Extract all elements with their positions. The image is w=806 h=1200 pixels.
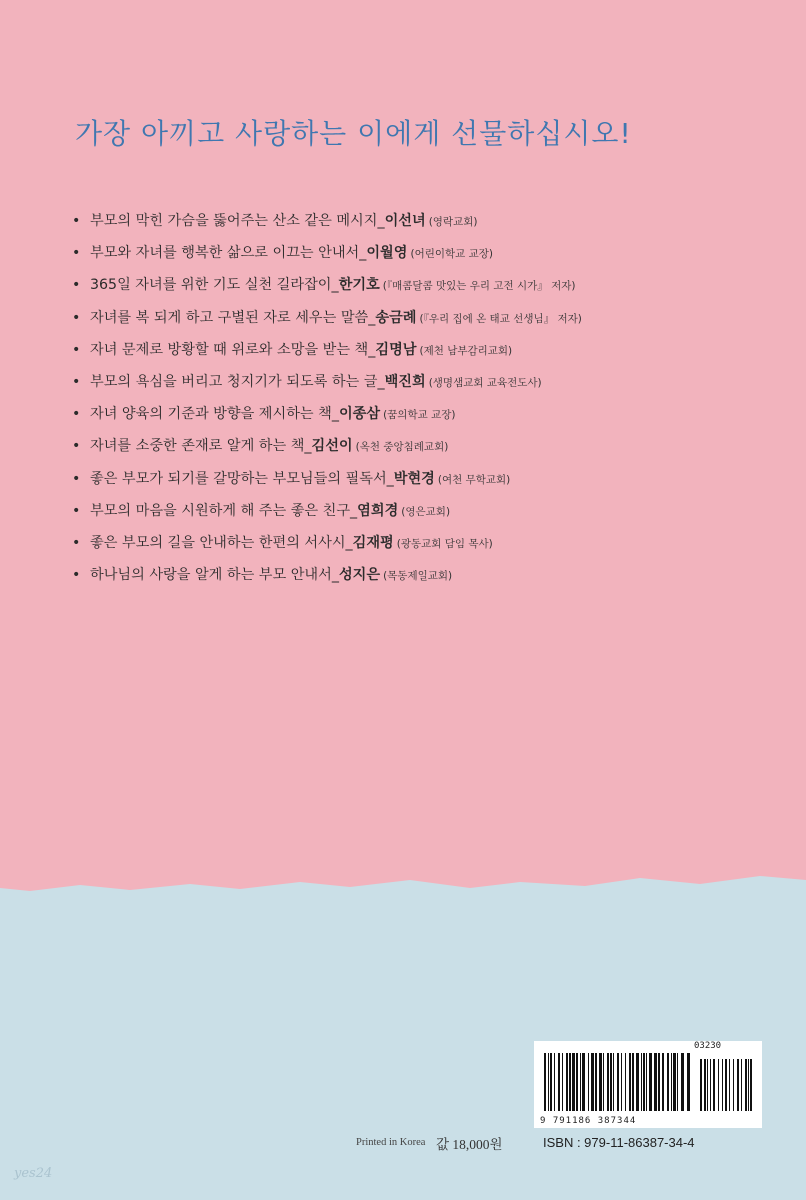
barcode-bars (542, 1053, 754, 1111)
endorser-name: 백진희 (384, 373, 426, 390)
endorser-name: 이월영 (366, 245, 408, 262)
bullet-icon: • (72, 567, 81, 584)
endorser-affiliation: (제천 남부감리교회) (419, 344, 513, 357)
endorser-name: 한기호 (338, 277, 380, 294)
list-item (72, 205, 772, 237)
list-item (72, 559, 772, 591)
endorser-affiliation: (영은교회) (401, 505, 451, 518)
endorsement-text: 자녀를 소중한 존재로 알게 하는 책_ (90, 438, 312, 455)
list-item (72, 398, 772, 430)
bullet-icon: • (72, 406, 81, 423)
headline: 가장 아끼고 사랑하는 이에게 선물하십시오! (75, 117, 632, 150)
endorser-name: 박현경 (393, 470, 435, 487)
bullet-icon: • (72, 502, 81, 519)
isbn: ISBN : 979-11-86387-34-4 (543, 1135, 695, 1150)
endorser-affiliation: (『우리 집에 온 태교 선생님』 저자) (419, 312, 582, 325)
endorsement-text: 하나님의 사랑을 알게 하는 부모 안내서_ (90, 567, 339, 584)
endorser-affiliation: (광동교회 담임 목사) (396, 537, 493, 550)
endorser-affiliation: (옥천 중앙침례교회) (355, 441, 449, 454)
endorser-affiliation: (어린이학교 교장) (410, 248, 493, 261)
list-item (72, 237, 772, 269)
bullet-icon: • (72, 245, 81, 262)
list-item (72, 366, 772, 398)
list-item (72, 495, 772, 527)
bullet-icon: • (72, 438, 81, 455)
list-item (72, 334, 772, 366)
endorser-name: 김명남 (375, 341, 417, 358)
endorsement-text: 부모의 막힌 가슴을 뚫어주는 산소 같은 메시지_ (90, 213, 385, 229)
barcode-addon: 03230 (694, 1041, 722, 1051)
bullet-icon: • (72, 341, 81, 358)
bullet-icon: • (72, 309, 81, 326)
printed-in: Printed in Korea (356, 1137, 426, 1148)
endorsement-text: 자녀를 복 되게 하고 구별된 자로 세우는 말씀_ (90, 309, 376, 326)
endorser-name: 성지은 (338, 567, 381, 584)
endorser-affiliation: (생명샘교회 교육전도사) (428, 376, 542, 389)
endorser-name: 송금례 (375, 309, 417, 326)
watermark-logo: yes24 (14, 1166, 53, 1181)
list-item (72, 430, 772, 462)
price: 값 18,000원 (436, 1137, 503, 1152)
endorsement-text: 자녀 양육의 기준과 방향을 제시하는 책_ (90, 406, 339, 423)
endorsement-list (72, 205, 772, 591)
list-item (72, 527, 772, 559)
barcode (534, 1041, 762, 1128)
bullet-icon: • (72, 213, 81, 229)
bullet-icon: • (72, 470, 81, 487)
bullet-icon: • (72, 277, 81, 294)
endorser-affiliation: (영락교회) (428, 216, 478, 228)
endorser-affiliation: (『매콤달콤 맛있는 우리 고전 시가』 저자) (382, 280, 576, 293)
endorser-name: 김선이 (311, 438, 353, 455)
list-item (72, 302, 772, 334)
endorsement-text: 365일 자녀를 위한 기도 실천 길라잡이_ (90, 277, 339, 294)
endorsement-text: 자녀 문제로 방황할 때 위로와 소망을 받는 책_ (90, 341, 376, 358)
endorsement-text: 부모와 자녀를 행복한 삶으로 이끄는 안내서_ (90, 245, 367, 262)
endorser-name: 염희경 (357, 502, 399, 519)
endorser-name: 이종삼 (338, 406, 381, 423)
list-item (72, 269, 772, 301)
endorsement-text: 부모의 욕심을 버리고 청지기가 되도록 하는 글_ (90, 373, 385, 390)
endorser-affiliation: (목동제일교회) (383, 570, 453, 583)
endorser-affiliation: (여천 무학교회) (437, 473, 511, 486)
endorser-name: 이선녀 (384, 213, 426, 229)
endorsement-text: 좋은 부모의 길을 안내하는 한편의 서사시_ (90, 534, 353, 551)
list-item (72, 463, 772, 495)
endorsement-text: 좋은 부모가 되기를 갈망하는 부모님들의 필독서_ (90, 470, 394, 487)
barcode-digits: 9 791186 387344 (540, 1116, 637, 1126)
bullet-icon: • (72, 373, 81, 390)
endorser-name: 김재평 (352, 534, 394, 551)
endorsement-text: 부모의 마음을 시원하게 해 주는 좋은 친구_ (90, 502, 358, 519)
endorser-affiliation: (꿈의학교 교장) (383, 409, 456, 422)
bullet-icon: • (72, 534, 81, 551)
